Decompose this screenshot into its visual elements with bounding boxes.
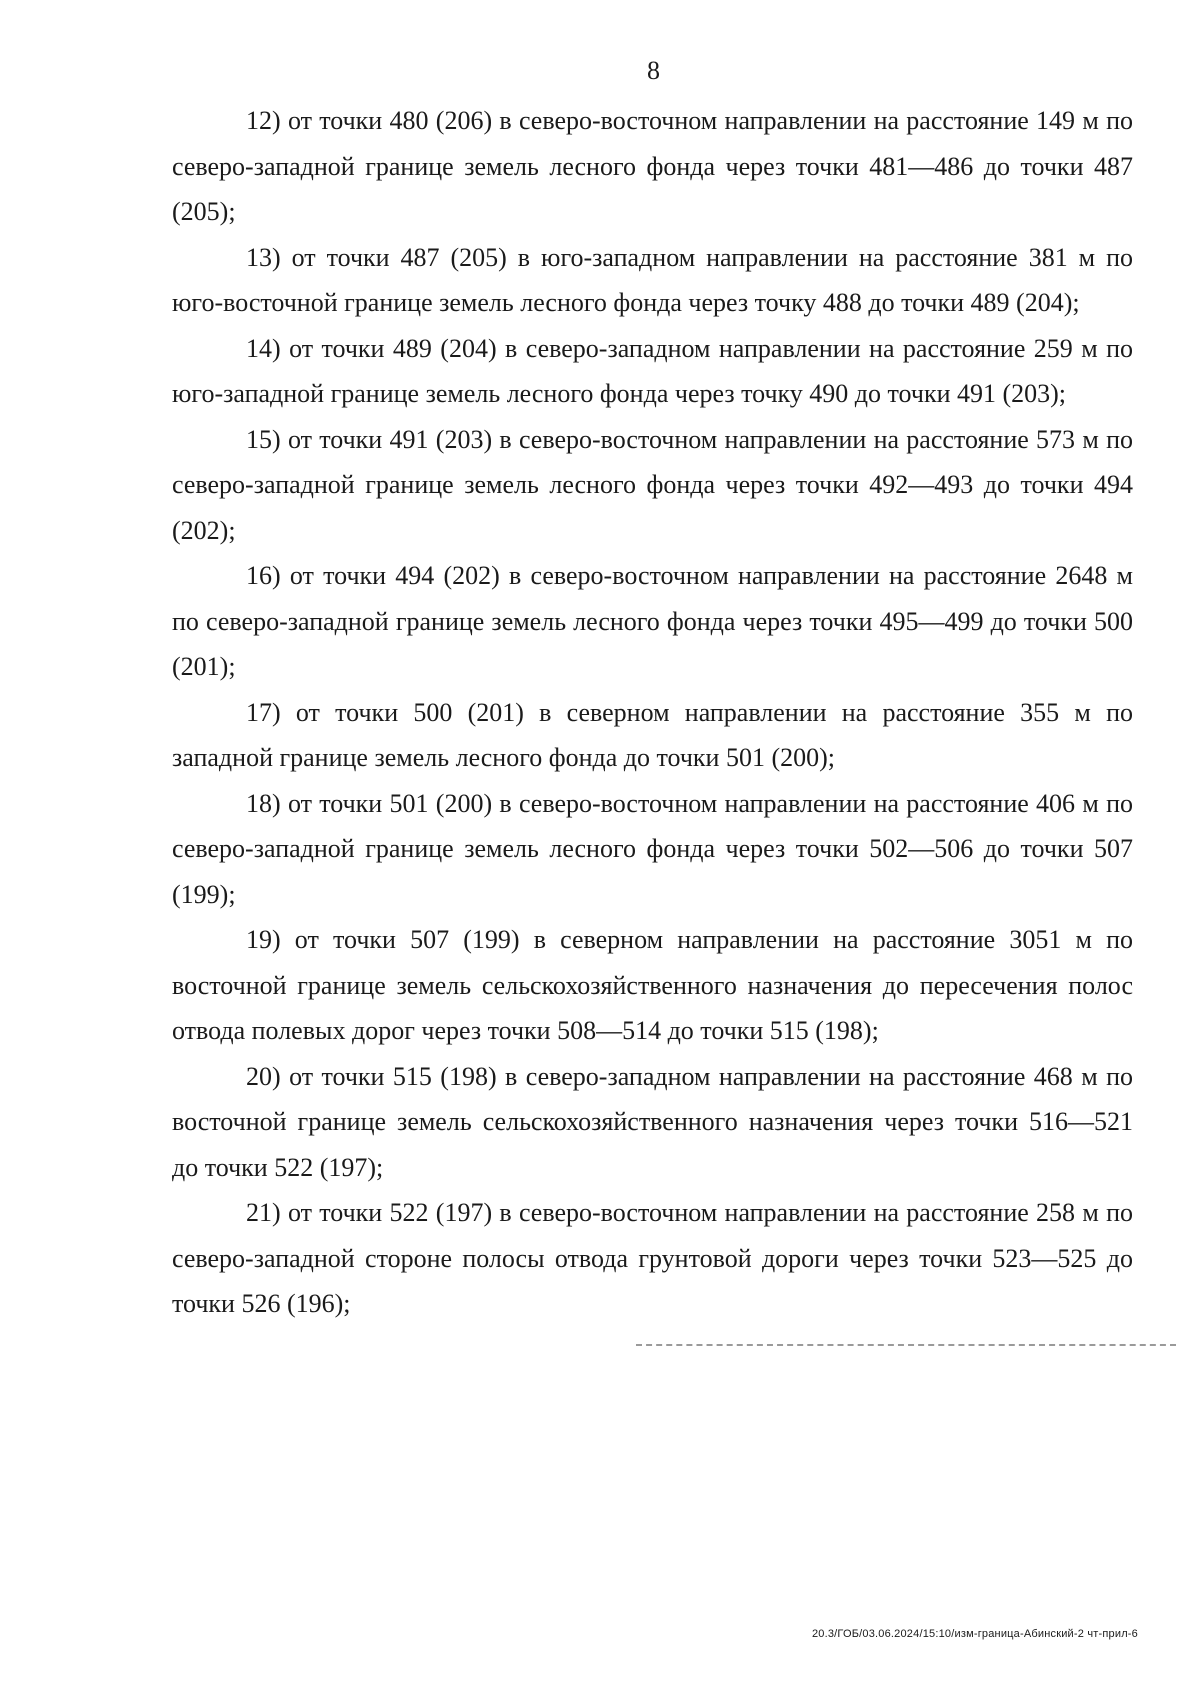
paragraph-19: 19) от точки 507 (199) в северном направлении на расстояние 3051 м по восточной границе земель сельскохозяйственного назначения до пересечения полос отвода полевых дорог через точки 508—514 до точки 515 (198); xyxy=(172,925,1133,1045)
paragraph-12: 12) от точки 480 (206) в северо-восточном направлении на расстояние 149 м по северо-западной границе земель лесного фонда через точки 481—486 до точки 487 (205); xyxy=(172,106,1133,226)
page-number: 8 xyxy=(647,56,660,85)
paragraph-17: 17) от точки 500 (201) в северном направлении на расстояние 355 м по западной границе земель лесного фонда до точки 501 (200); xyxy=(172,697,1133,772)
paragraph-21: 21) от точки 522 (197) в северо-восточном направлении на расстояние 258 м по северо-западной стороне полосы отвода грунтовой дороги через точки 523—525 до точки 526 (196); xyxy=(172,1198,1133,1318)
document-body xyxy=(172,98,1133,1327)
paragraph-16: 16) от точки 494 (202) в северо-восточном направлении на расстояние 2648 м по северо-западной границе земель лесного фонда через точки 495—499 до точки 500 (201); xyxy=(172,561,1133,681)
paragraph-18: 18) от точки 501 (200) в северо-восточном направлении на расстояние 406 м по северо-западной границе земель лесного фонда через точки 502—506 до точки 507 (199); xyxy=(172,788,1133,909)
scan-artifact-dashes xyxy=(636,1344,1176,1346)
paragraph-13: 13) от точки 487 (205) в юго-западном направлении на расстояние 381 м по юго-восточной границе земель лесного фонда через точку 488 до точки 489 (204); xyxy=(172,242,1133,317)
paragraph-15: 15) от точки 491 (203) в северо-восточном направлении на расстояние 573 м по северо-западной границе земель лесного фонда через точки 492—493 до точки 494 (202); xyxy=(172,424,1133,545)
paragraph-14: 14) от точки 489 (204) в северо-западном направлении на расстояние 259 м по юго-западной границе земель лесного фонда через точку 490 до точки 491 (203); xyxy=(172,333,1133,408)
paragraph-20: 20) от точки 515 (198) в северо-западном направлении на расстояние 468 м по восточной границе земель сельскохозяйственного назначения через точки 516—521 до точки 522 (197); xyxy=(172,1061,1133,1182)
footer-document-code: 20.3/ГОБ/03.06.2024/15:10/изм-граница-Абинский-2 чт-прил-6 xyxy=(811,1628,1138,1640)
